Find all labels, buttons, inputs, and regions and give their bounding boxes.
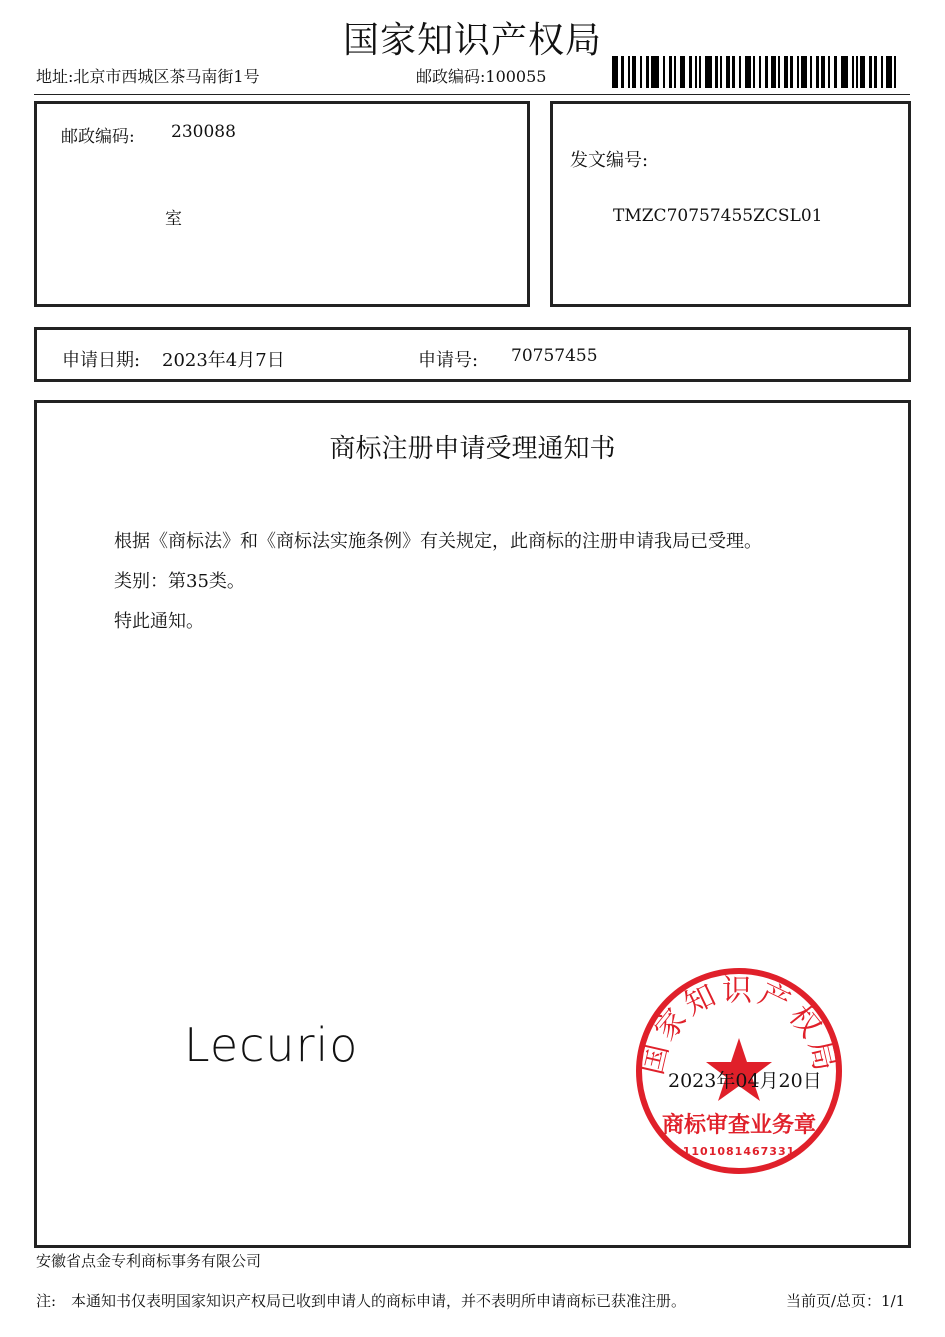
agency-name: 安徽省点金专利商标事务有限公司 [36,1252,262,1270]
document-number-box [550,101,911,307]
notice-title: 商标注册申请受理通知书 [329,434,616,464]
document-number-label: 发文编号: [570,150,649,171]
office-title: 国家知识产权局 [342,20,602,61]
barcode [612,56,904,88]
notice-closing: 特此通知。 [114,611,204,632]
notice-category: 类别：第35类。 [114,571,245,592]
seal-top-text: 国家知识产权局 [634,973,844,1079]
notice-paragraph: 根据《商标法》和《商标法实施条例》有关规定，此商标的注册申请我局已受理。 [114,531,762,552]
application-date: 2023年4月7日 [162,350,285,371]
recipient-address: 室 [165,209,182,229]
recipient-postcode: 230088 [171,122,236,142]
seal-number: 1101081467331 [682,1145,796,1158]
trademark-logo: Lecurio [184,1018,359,1072]
application-number: 70757455 [511,346,598,366]
seal-middle-text: 商标审查业务章 [661,1113,817,1138]
signature-date: 2023年04月20日 [668,1070,822,1092]
recipient-postcode-label: 邮政编码: [61,127,135,147]
page-indicator: 当前页/总页：1/1 [786,1292,906,1310]
office-postal-code: 邮政编码:100055 [416,67,547,86]
application-date-label: 申请日期: [62,350,141,371]
application-info-box [34,327,911,382]
office-address: 地址:北京市西城区茶马南街1号 [36,67,260,86]
application-number-label: 申请号: [418,350,479,371]
document-number: TMZC70757455ZCSL01 [613,206,823,226]
recipient-box [34,101,530,307]
header-divider [34,94,910,95]
footnote: 注: 本通知书仅表明国家知识产权局已收到申请人的商标申请，并不表明所申请商标已获准注册。 [36,1292,687,1310]
